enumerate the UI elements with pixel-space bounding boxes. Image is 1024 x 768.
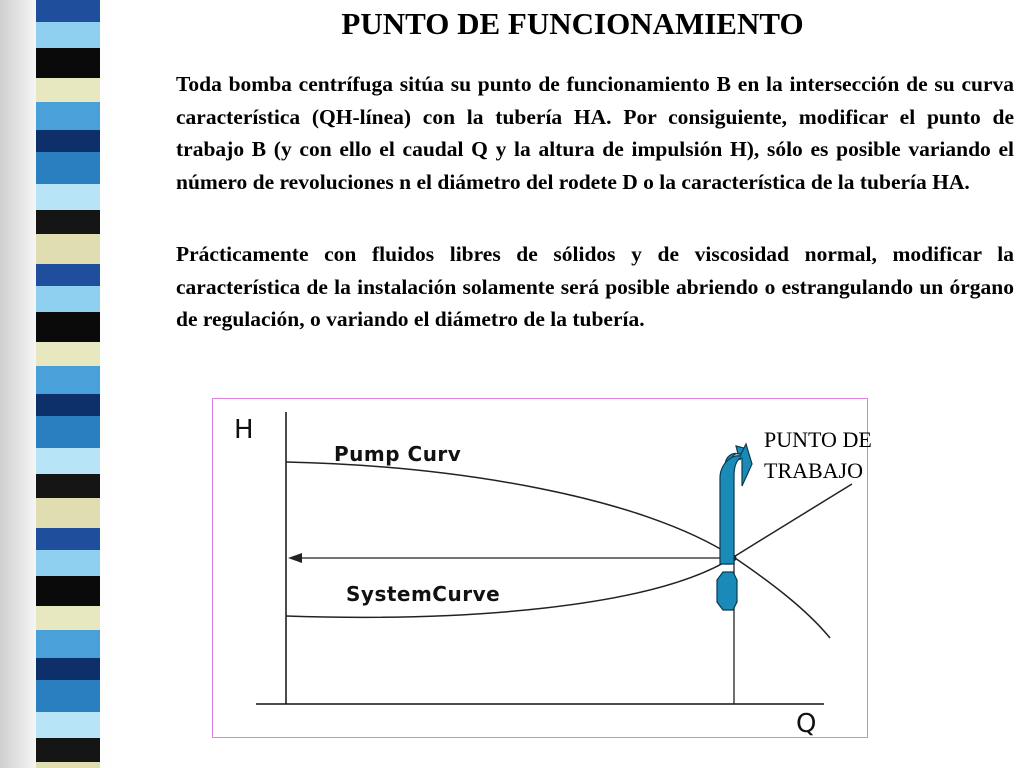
stripe-block xyxy=(36,78,100,102)
stripe-block xyxy=(36,152,100,184)
stripe-block xyxy=(36,342,100,366)
stripe-block xyxy=(36,474,100,498)
stripe-block xyxy=(36,658,100,680)
stripe-block xyxy=(36,48,100,78)
body-paragraph-2: Prácticamente con fluidos libres de sólidos y de viscosidad normal, modificar la característica de la instalación solamente será posible abriendo o estrangulando un órgano de regulación, o variando el diámetro de la tubería. xyxy=(176,242,1014,331)
stripe-block xyxy=(36,576,100,606)
stripe-block xyxy=(36,0,100,22)
stripe-block xyxy=(36,366,100,394)
pump-curve-label: Pump Curv xyxy=(334,442,462,466)
h-projection-arrowhead xyxy=(288,553,302,563)
system-curve-label: SystemCurve xyxy=(346,582,501,606)
annotation-line-1: PUNTO DE xyxy=(764,427,872,452)
stripe-block xyxy=(36,550,100,576)
stripe-block xyxy=(36,498,100,528)
stripe-pattern xyxy=(0,0,115,768)
y-axis-label: H xyxy=(234,415,254,445)
stripe-block xyxy=(36,394,100,416)
operating-point-annotation xyxy=(764,424,914,486)
stripe-block xyxy=(36,528,100,550)
stripe-block xyxy=(36,234,100,264)
stripe-block xyxy=(36,630,100,658)
stripe-block xyxy=(36,184,100,210)
stripe-block xyxy=(36,606,100,630)
stripe-block xyxy=(36,416,100,448)
stripe-block xyxy=(36,312,100,342)
stripe-block xyxy=(36,680,100,712)
decorative-stripe-bar xyxy=(0,0,115,768)
stripe-block xyxy=(36,130,100,152)
arrow-base-octagon-icon xyxy=(717,572,737,610)
stripe-block xyxy=(36,210,100,234)
stripe-block xyxy=(36,264,100,286)
stripe-block xyxy=(36,102,100,130)
stripe-block xyxy=(36,448,100,474)
pump-curve xyxy=(286,462,830,638)
page-title: PUNTO DE FUNCIONAMIENTO xyxy=(341,6,804,41)
annotation-line-2: TRABAJO xyxy=(764,458,864,483)
stripe-block xyxy=(36,286,100,312)
stripe-block xyxy=(36,712,100,738)
stripe-block xyxy=(36,22,100,48)
x-axis-label: Q xyxy=(796,709,817,738)
stripe-block xyxy=(36,738,100,762)
operating-point-arrow-icon xyxy=(720,444,752,564)
body-paragraph-1: Toda bomba centrífuga sitúa su punto de funcionamiento B en la intersección de su curva característica (QH-línea) con la tubería HA. Por consiguiente, modificar el punto de trabajo B (y con ello el caudal Q y la altura de impulsión H), sólo es posible variando el número de revoluciones n el diámetro del rodete D o la característica de la tubería HA. xyxy=(176,72,1014,194)
stripe-block xyxy=(36,762,100,768)
